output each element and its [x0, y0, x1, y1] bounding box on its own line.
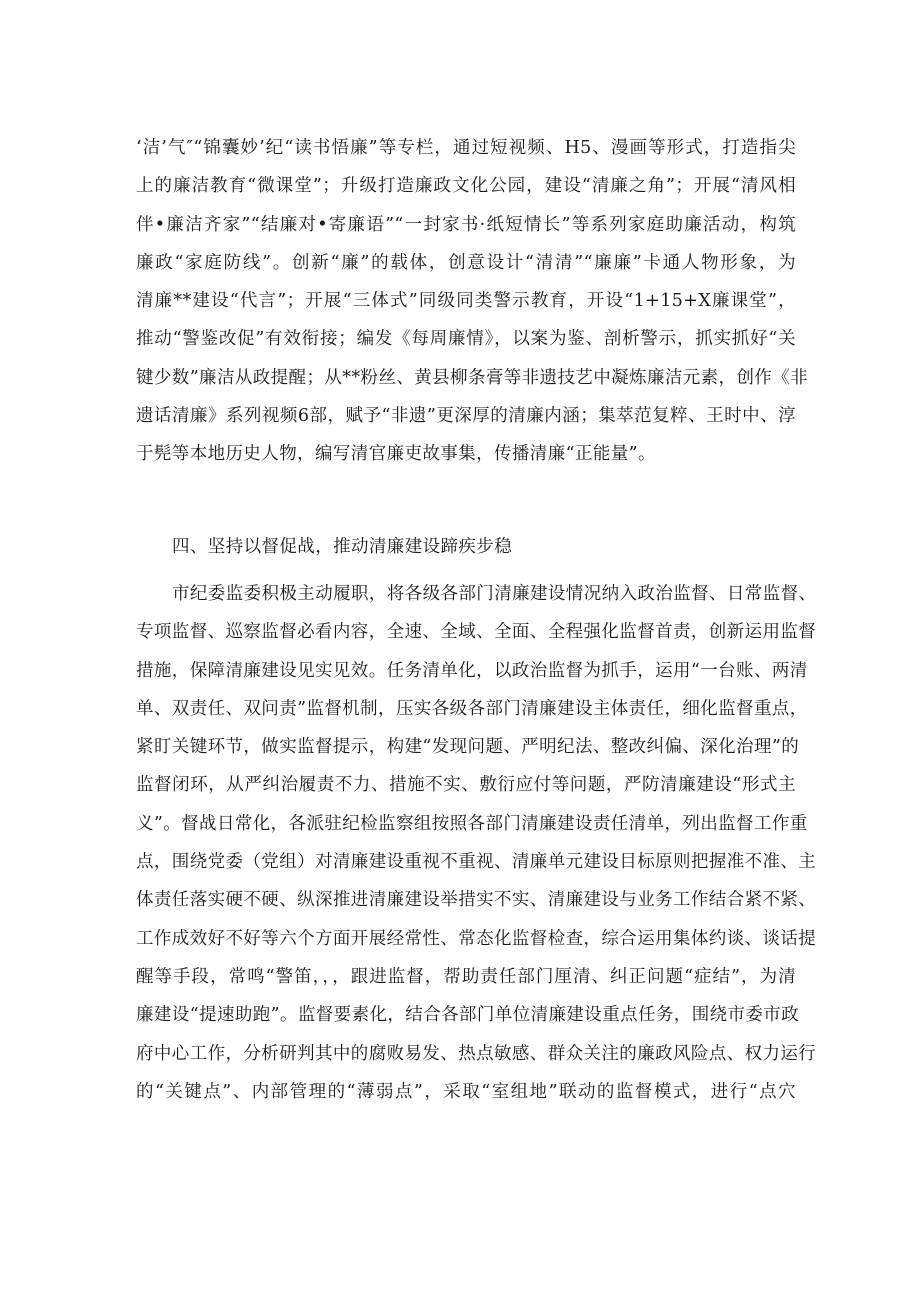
text-line: 清廉**建设“代言”；开展“三体式”同级同类警示教育，开设“1+15+X廉课堂”， — [136, 291, 796, 312]
text-line: 的“关键点”、内部管理的“薄弱点”，采取“室组地”联动的监督模式，进行“点穴 — [136, 1081, 796, 1102]
text-line: 义”。督战日常化，各派驻纪检监察组按照各部门清廉建设责任清单，列出监督工作重 — [136, 813, 808, 834]
text-line: 监督闭环，从严纠治履责不力、措施不实、敷衍应付等问题，严防清廉建设“形式主 — [136, 775, 796, 796]
text-line: 市纪委监委积极主动履职，将各级各部门清廉建设情况纳入政治监督、日常监督、 — [172, 584, 817, 604]
text-line: ‘洁’气″“锦囊妙’纪“读书悟廉”等专栏，通过短视频、H5、漫画等形式，打造指尖 — [136, 138, 796, 158]
text-line: 府中心工作，分析研判其中的腐败易发、热点敏感、群众关注的廉政风险点、权力运行 — [136, 1043, 817, 1064]
text-line: 醒等手段，常鸣“警笛，，，跟进监督，帮助责任部门厘清、纠正问题“症结”，为清 — [136, 966, 796, 987]
text-line: 点，围绕党委（党组）对清廉建设重视不重视、清廉单元建设目标原则把握准不准、主 — [136, 852, 817, 873]
text-line: 于髡等本地历史人物，编写清官廉吏故事集，传播清廉“正能量”。 — [136, 444, 656, 465]
text-line: 伴•廉洁齐家”“结廉对•寄廉语”“一封家书·纸短情长”等系列家庭助廉活动，构筑 — [136, 214, 796, 235]
text-line: 遗话清廉》系列视频6部，赋予“非遗”更深厚的清廉内涵；集萃范复粹、王时中、淳 — [136, 406, 796, 427]
text-line: 廉建设“提速助跑”。监督要素化，结合各部门单位清廉建设重点任务，围绕市委市政 — [136, 1005, 800, 1026]
text-line: 专项监督、巡察监督必看内容，全速、全域、全面、全程强化监督首责，创新运用监督 — [136, 622, 817, 643]
text-line: 廉政“家庭防线”。创新“廉”的载体，创意设计“清清”“廉廉”卡通人物形象，为 — [136, 252, 796, 273]
text-line: 紧盯关键环节，做实监督提示，构建“发现问题、严明纪法、整改纠偏、深化治理”的 — [136, 737, 800, 758]
text-line: 键少数”廉洁从政提醒；从**粉丝、黄县柳条膏等非遗技艺中凝炼廉洁元素，创作《非 — [136, 367, 809, 388]
text-line: 体责任落实硬不硬、纵深推进清廉建设举措实不实、清廉建设与业务工作结合紧不紧、 — [136, 890, 817, 911]
text-line: 推动“警鉴改促”有效衔接；编发《每周廉情》，以案为鉴、剖析警示，抓实抓好“关 — [136, 329, 796, 350]
section-heading: 四、坚持以督促战，推动清廉建设蹄疾步稳 — [172, 537, 513, 557]
text-line: 单、双责任、双问责”监督机制，压实各级各部门清廉建设主体责任，细化监督重点， — [136, 698, 808, 719]
paragraph-supervision — [136, 575, 817, 1111]
text-line: 上的廉洁教育“微课堂”；升级打造廉政文化公园，建设“清廉之角”；开展“清风相 — [136, 176, 796, 197]
paragraph-cultural-education — [136, 129, 809, 474]
text-line: 工作成效好不好等六个方面开展经常性、常态化监督检查，综合运用集体约谈、谈话提 — [136, 928, 817, 949]
text-line: 措施，保障清廉建设见实见效。任务清单化，以政治监督为抓手，运用“一台账、两清 — [136, 660, 808, 681]
